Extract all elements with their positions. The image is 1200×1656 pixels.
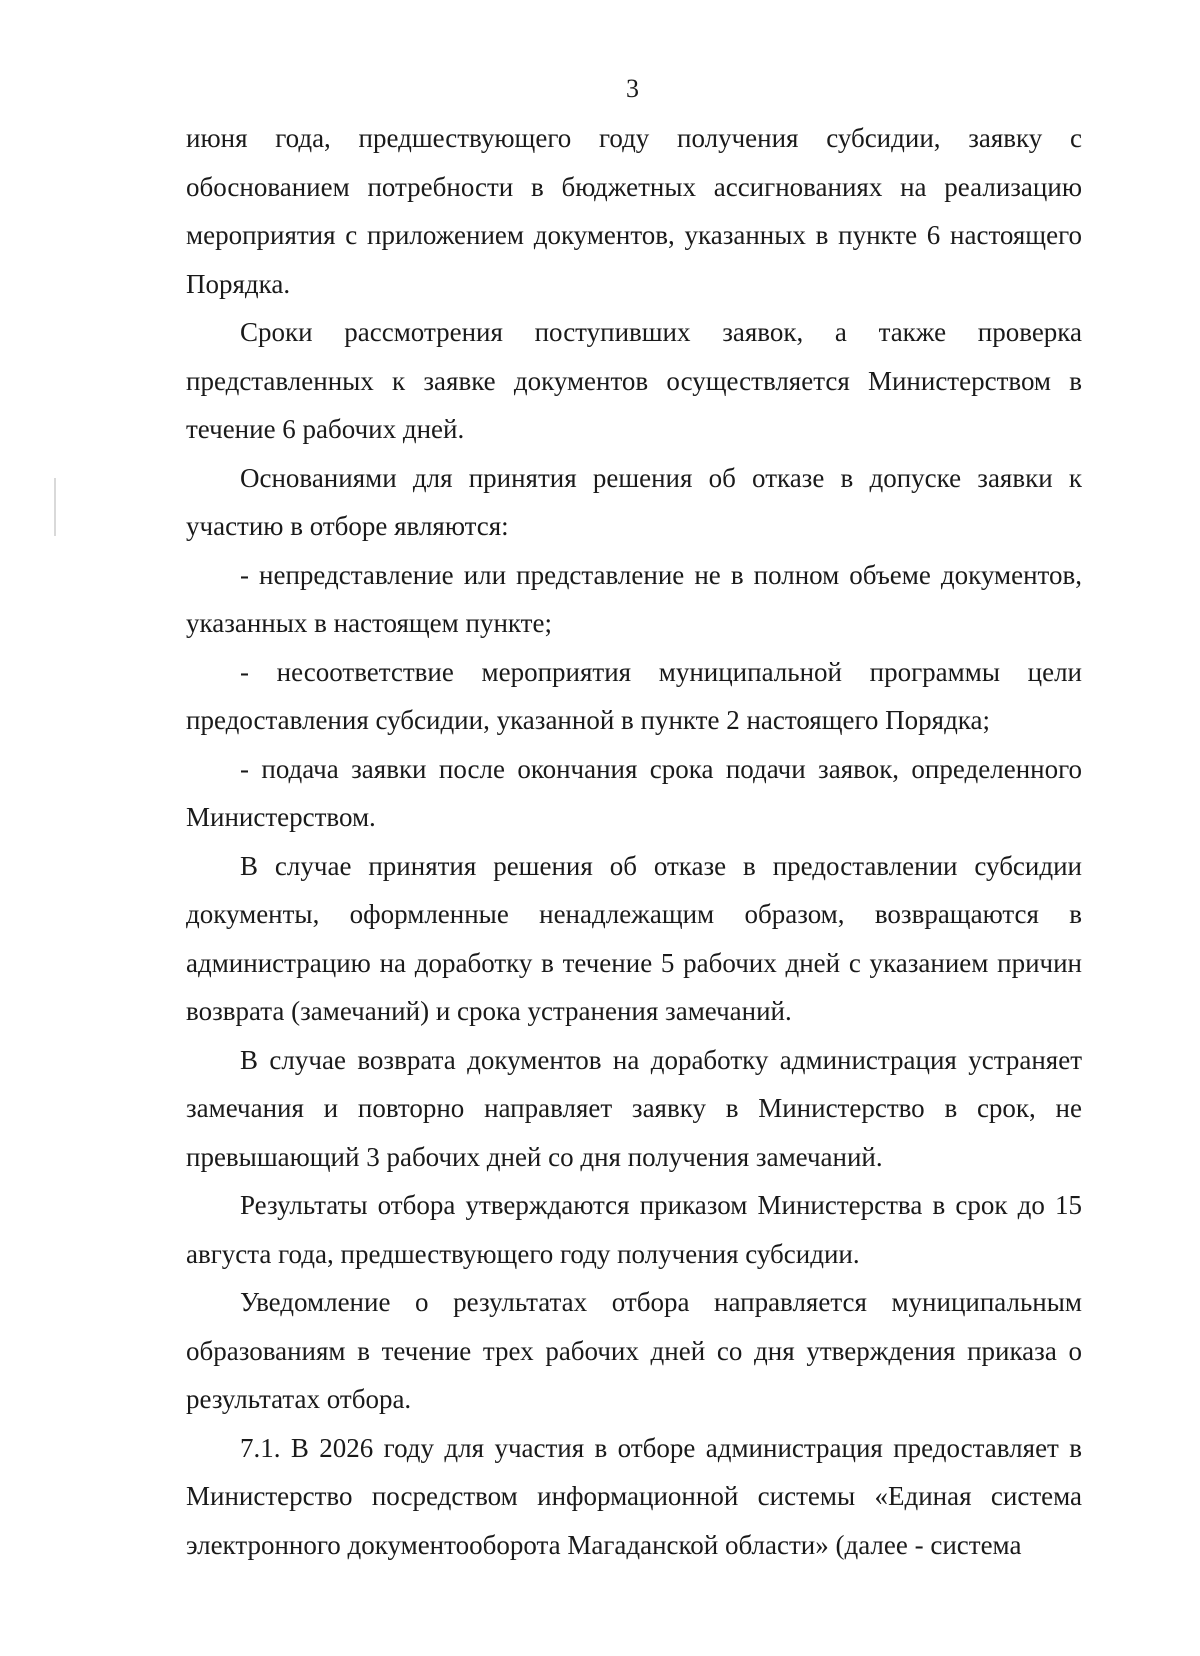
list-item-3: - подача заявки после окончания срока подачи заявок, определенного Министерством. bbox=[186, 753, 1082, 832]
scan-artifact-line bbox=[54, 478, 56, 536]
paragraph-8: 7.1. В 2026 году для участия в отборе администрация предоставляет в Министерство посредством информационной системы «Единая система электронного документооборота Магаданской области» (далее - система bbox=[186, 1432, 1082, 1560]
paragraph-5: В случае возврата документов на доработку администрация устраняет замечания и повторно направляет заявку в Министерство в срок, не превышающий 3 рабочих дней со дня получения замечаний. bbox=[186, 1044, 1082, 1172]
paragraph-4: В случае принятия решения об отказе в предоставлении субсидии документы, оформленные ненадлежащим образом, возвращаются в администрацию на доработку в течение 5 рабочих дней с указанием причин возврата (замечаний) и срока устранения замечаний. bbox=[186, 850, 1082, 1026]
paragraph-7: Уведомление о результатах отбора направляется муниципальным образованиям в течение трех рабочих дней со дня утверждения приказа о результатах отбора. bbox=[186, 1287, 1082, 1414]
paragraph-3: Основаниями для принятия решения об отказе в допуске заявки к участию в отборе являются: bbox=[186, 462, 1082, 541]
paragraph-1: июня года, предшествующего году получения субсидии, заявку с обоснованием потребности в бюджетных ассигнованиях на реализацию мероприятия с приложением документов, указанных в пункте 6 настоящего Порядка. bbox=[186, 123, 1082, 299]
page-number: 3 bbox=[626, 74, 639, 103]
list-item-2: - несоответствие мероприятия муниципальной программы цели предоставления субсидии, указанной в пункте 2 настоящего Порядка; bbox=[186, 656, 1082, 735]
list-item-1: - непредставление или представление не в полном объеме документов, указанных в настоящем пункте; bbox=[186, 559, 1082, 638]
document-body bbox=[186, 114, 1082, 1569]
paragraph-6: Результаты отбора утверждаются приказом Министерства в срок до 15 августа года, предшествующего году получения субсидии. bbox=[186, 1190, 1082, 1269]
paragraph-2: Сроки рассмотрения поступивших заявок, а также проверка представленных к заявке документов осуществляется Министерством в течение 6 рабочих дней. bbox=[186, 317, 1082, 444]
